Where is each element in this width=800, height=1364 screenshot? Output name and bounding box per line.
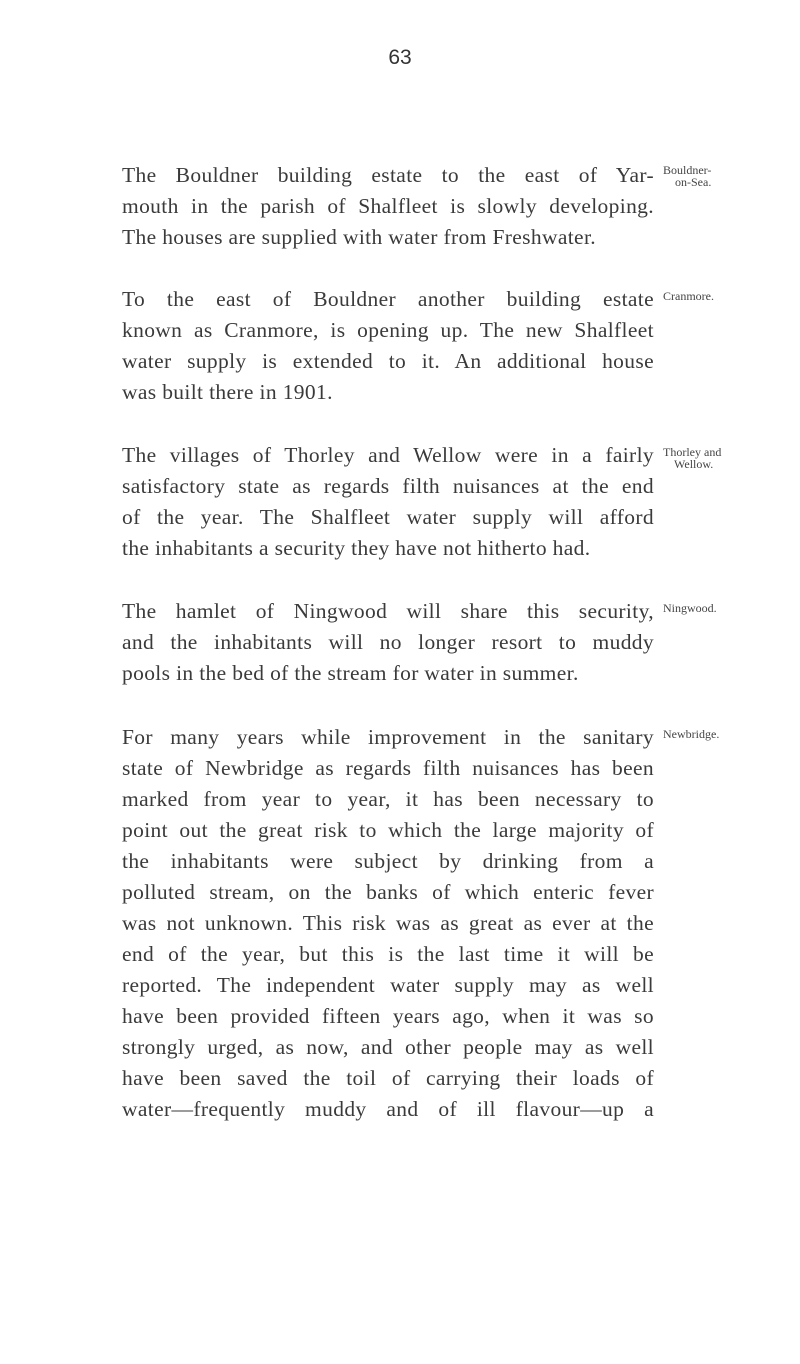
margin-note-bouldner bbox=[663, 164, 711, 188]
margin-note-cranmore bbox=[663, 290, 714, 302]
text-line: have been saved the toil of carrying their loads of bbox=[122, 1066, 654, 1090]
page-number: 63 bbox=[388, 46, 412, 69]
text-line: To the east of Bouldner another building estate bbox=[122, 287, 654, 311]
margin-note-line: Ningwood. bbox=[663, 601, 717, 615]
text-line: water—frequently muddy and of ill flavour—up a bbox=[122, 1097, 654, 1121]
text-line: the inhabitants were subject by drinking from a bbox=[122, 849, 654, 873]
margin-note-line: on-Sea. bbox=[675, 175, 712, 189]
text-line: pools in the bed of the stream for water in summer. bbox=[122, 661, 579, 685]
text-line: have been provided fifteen years ago, when it was so bbox=[122, 1004, 654, 1028]
text-line: state of Newbridge as regards filth nuisances has been bbox=[122, 756, 654, 780]
text-line: the inhabitants a security they have not hitherto had. bbox=[122, 536, 591, 560]
text-line: water supply is extended to it. An additional house bbox=[122, 349, 654, 373]
text-line: known as Cranmore, is opening up. The new Shalfleet bbox=[122, 318, 654, 342]
text-line: The hamlet of Ningwood will share this security, bbox=[122, 599, 654, 623]
text-line: was not unknown. This risk was as great as ever at the bbox=[122, 911, 654, 935]
paragraph-bouldner bbox=[122, 160, 654, 253]
text-line: and the inhabitants will no longer resort to muddy bbox=[122, 630, 654, 654]
text-line: For many years while improvement in the sanitary bbox=[122, 725, 654, 749]
margin-note-ningwood bbox=[663, 602, 717, 614]
paragraph-thorley-wellow bbox=[122, 440, 654, 564]
margin-note-line: Newbridge. bbox=[663, 727, 720, 741]
text-line: The villages of Thorley and Wellow were in a fairly bbox=[122, 443, 654, 467]
text-line: reported. The independent water supply may as well bbox=[122, 973, 654, 997]
margin-note-line: Cranmore. bbox=[663, 289, 714, 303]
text-line: The Bouldner building estate to the east of Yar- bbox=[122, 163, 654, 187]
paragraph-newbridge bbox=[122, 722, 654, 1125]
text-line: marked from year to year, it has been necessary to bbox=[122, 787, 654, 811]
margin-note-line: Wellow. bbox=[674, 457, 714, 471]
text-line: strongly urged, as now, and other people may as well bbox=[122, 1035, 654, 1059]
margin-note-line: Thorley and bbox=[663, 445, 722, 459]
text-line: of the year. The Shalfleet water supply will afford bbox=[122, 505, 654, 529]
text-line: point out the great risk to which the large majority of bbox=[122, 818, 654, 842]
margin-note-newbridge bbox=[663, 728, 719, 740]
text-line: polluted stream, on the banks of which enteric fever bbox=[122, 880, 654, 904]
margin-note-thorley-wellow bbox=[663, 446, 721, 470]
text-line: The houses are supplied with water from Freshwater. bbox=[122, 225, 597, 249]
text-line: end of the year, but this is the last time it will be bbox=[122, 942, 654, 966]
paragraph-cranmore bbox=[122, 284, 654, 408]
text-line: satisfactory state as regards filth nuisances at the end bbox=[122, 474, 654, 498]
text-line: mouth in the parish of Shalfleet is slowly developing. bbox=[122, 194, 654, 218]
paragraph-ningwood bbox=[122, 596, 654, 689]
text-line: was built there in 1901. bbox=[122, 380, 333, 404]
margin-note-line: Bouldner- bbox=[663, 163, 712, 177]
